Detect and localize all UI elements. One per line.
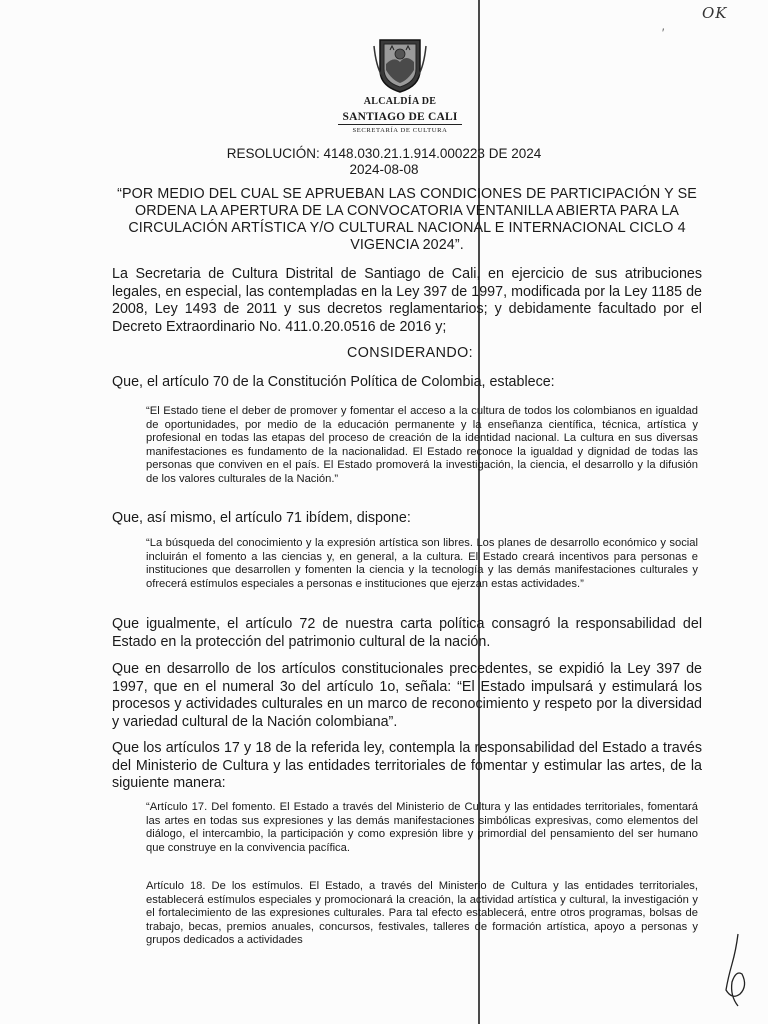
quote-art17: “Artículo 17. Del fomento. El Estado a través del Ministerio de Cultura y las entidades territoriales, fomentará las artes en todas sus expresiones y las demás manifestaciones simbólicas expresivas, como elementos del diálogo, el intercambio, la participación y como expresión libre y primordial del pensamiento del ser humano que construye en la convivencia pacífica. <box>146 801 698 854</box>
quote-art71: “La búsqueda del conocimiento y la expresión artística son libres. Los planes de desarrollo económico y social incluirán el fomento a las ciencias y, en general, a la cultura. El Estado creará incentivos para personas e instituciones que desarrollen y fomenten la ciencia y la tecnología y las demás manifestaciones culturales y ofrecerá estímulos especiales a personas e instituciones que ejerzan estas actividades.” <box>146 537 698 590</box>
handwritten-signature <box>718 930 758 1010</box>
resolution-number: RESOLUCIÓN: 4148.030.21.1.914.000223 DE 2024 <box>226 146 542 161</box>
paragraph-art71: Que, así mismo, el artículo 71 ibídem, dispone: <box>112 510 411 526</box>
quote-art70: “El Estado tiene el deber de promover y fomentar el acceso a la cultura de todos los colombianos en igualdad de oportunidades, por medio de la educación permanente y la enseñanza científica, técnica, artística y profesional en todas las etapas del proceso de creación de la identidad nacional. La cultura en sus diversas manifestaciones es fundamento de la nacionalidad. El Estado reconoce la igualdad y dignidad de todas las personas que conviven en el país. El Estado promoverá la investigación, la ciencia, el desarrollo y la difusión de los valores culturales de la Nación.” <box>146 405 698 485</box>
handwritten-ok-mark: OK <box>702 4 728 22</box>
coat-of-arms-seal <box>372 36 428 94</box>
handwritten-tick-mark: ′ <box>662 26 665 40</box>
paragraph-art70: Que, el artículo 70 de la Constitución Política de Colombia, establece: <box>112 374 555 390</box>
quote-art18: Artículo 18. De los estímulos. El Estado, a través del Ministerio de Cultura y las entidades territoriales, establecerá estímulos especiales y promocionará la creación, la actividad artística y cultural, la investigación y el fortalecimiento de las expresiones culturales. Para tal efecto establecerá, entre otros programas, bolsas de trabajo, becas, premios anuales, concursos, festivales, talleres de formación artística, apoyo a personas y grupos dedicados a actividades <box>146 880 698 947</box>
city-name: SANTIAGO DE CALI <box>338 111 461 125</box>
paragraph-ley397: Que en desarrollo de los artículos constitucionales precedentes, se expidió la Ley 397 de 1997, que en el numeral 3o del artículo 1o, señala: “El Estado impulsará y estimulará los procesos y actividades culturales en un marco de reconocimiento y respeto por la diversidad y variedad cultural de la Nación colombiana”. <box>112 661 702 730</box>
resolution-date: 2024-08-08 <box>349 162 419 177</box>
alcaldia-label: ALCALDÍA DE <box>363 96 437 107</box>
paragraph-art72: Que igualmente, el artículo 72 de nuestra carta política consagró la responsabilidad del Estado en la protección del patrimonio cultural de la nación. <box>112 616 702 650</box>
secretaria-label: SECRETARÍA DE CULTURA <box>352 127 448 134</box>
intro-paragraph: La Secretaria de Cultura Distrital de Santiago de Cali, en ejercicio de sus atribuciones legales, en especial, las contempladas en la Ley 397 de 1997, modificada por la Ley 1185 de 2008, Ley 1493 de 2011 y sus decretos reglamentarios; y debidamente facultado por el Decreto Extraordinario No. 411.0.20.0516 de 2016 y; <box>112 266 702 335</box>
paragraph-art17-18: Que los artículos 17 y 18 de la referida ley, contempla la responsabilidad del Estado a través del Ministerio de Cultura y las entidades territoriales de fomentar y estimular las artes, de la siguiente manera: <box>112 740 702 791</box>
institution-header <box>300 96 500 134</box>
considerando-heading: CONSIDERANDO: <box>347 345 473 361</box>
resolution-title: “POR MEDIO DEL CUAL SE APRUEBAN LAS CONDICIONES DE PARTICIPACIÓN Y SE ORDENA LA APERTURA DE LA CONVOCATORIA VENTANILLA ABIERTA PARA LA CIRCULACIÓN ARTÍSTICA Y/O CULTURAL NACIONAL E INTERNACIONAL CICLO 4 VIGENCIA 2024”. <box>117 186 697 253</box>
